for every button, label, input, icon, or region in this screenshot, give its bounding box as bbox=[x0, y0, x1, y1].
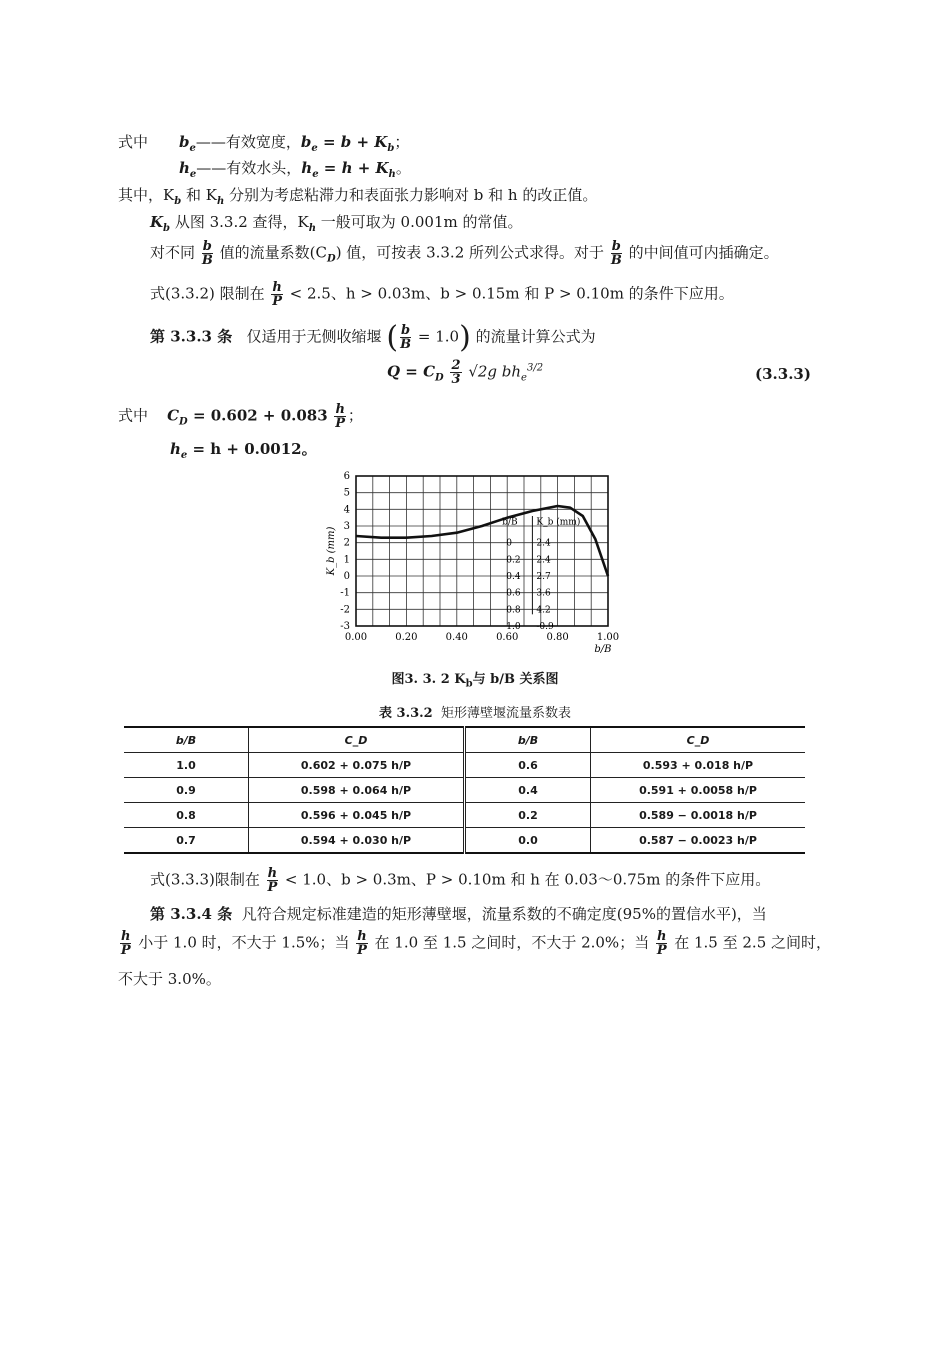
table-cell: 0.596 + 0.045 h/P bbox=[249, 803, 465, 828]
inset-cell-right: 2.7 bbox=[536, 572, 551, 582]
table-row bbox=[124, 803, 805, 828]
formula-number: (3.3.3) bbox=[755, 365, 811, 383]
paragraph-5: 式(3.3.3)限制在 $\frac{h}{P}$ < 1.0、b > 0.3m、P > 0.10m 和 h 在 0.03～0.75m 的条件下应用。 bbox=[150, 866, 771, 895]
clause-3-3-4-line3: 不大于 3.0%。 bbox=[118, 970, 221, 988]
table-cell: 0.593 + 0.018 h/P bbox=[591, 753, 806, 778]
y-tick-label: 3 bbox=[343, 521, 350, 532]
table-cell: 0.589 − 0.0018 h/P bbox=[591, 803, 806, 828]
inset-header-right: K_b (mm) bbox=[536, 517, 581, 528]
inset-cell-right: -0.9 bbox=[536, 622, 554, 632]
table-title: 表 3.3.2 矩形薄壁堰流量系数表 bbox=[379, 706, 571, 721]
x-tick-label: 1.00 bbox=[596, 632, 620, 643]
inset-cell-left: 0.2 bbox=[506, 555, 521, 566]
y-tick-label: 5 bbox=[343, 487, 350, 499]
table-cell: 0.7 bbox=[124, 828, 249, 854]
coefficient-table bbox=[124, 726, 805, 854]
table-row bbox=[124, 778, 805, 803]
x-tick-label: 0.00 bbox=[344, 632, 368, 643]
inset-cell-right: 3.6 bbox=[536, 588, 551, 599]
inset-cell-left: 0 bbox=[506, 538, 512, 549]
where2-line1: 式中 $C_D = 0.602 + 0.083$ $\frac{h}{P}$ ； bbox=[118, 402, 363, 431]
y-tick-label: -1 bbox=[340, 587, 350, 599]
paragraph-2: $K_b$ 从图 3.3.2 查得，$K_h$ 一般可取为 0.001m 的常值。 bbox=[150, 213, 523, 234]
y-tick-label: 0 bbox=[343, 571, 350, 582]
clause-3-3-3: 第 3.3.3 条 仅适用于无侧收缩堰 ( $\frac{b}{B}$ = 1.0) 的流量计算公式为 bbox=[150, 320, 596, 355]
formula-3-3-3: $Q = C_D$ $\frac{2}{3}$ √2g $bh_e^{3/2}$ bbox=[387, 358, 544, 387]
where-label: 式中 bbox=[118, 133, 149, 151]
y-tick-label: -3 bbox=[340, 621, 350, 632]
he-definition: $h_e——$有效水头，$h_e = h + K_h$。 bbox=[179, 159, 411, 180]
x-tick-label: 0.80 bbox=[546, 632, 569, 643]
y-tick-label: 2 bbox=[343, 537, 350, 549]
plot-frame bbox=[356, 476, 608, 626]
clause-3-3-4-line2: $\frac{h}{P}$ 小于 1.0 时，不大于 1.5%；当 $\frac{h}{P}$ 在 1.0 至 1.5 之间时，不大于 2.0%；当 $\frac{h}{P}$ 在 1.5 至 2.5 之间时， bbox=[120, 929, 832, 958]
table-cell: 0.2 bbox=[465, 803, 591, 828]
y-tick-label: 1 bbox=[343, 554, 350, 566]
table-cell: 0.594 + 0.030 h/P bbox=[249, 828, 465, 854]
x-tick-label: 0.20 bbox=[395, 632, 418, 643]
table-cell: 0.587 − 0.0023 h/P bbox=[591, 828, 806, 854]
paragraph-3: 对不同 $\frac{b}{B}$ 值的流量系数$(C_D)$ 值，可按表 3.3.2 所列公式求得。对于 $\frac{b}{B}$ 的中间值可内插确定。 bbox=[150, 239, 779, 268]
x-tick-label: 0.40 bbox=[445, 632, 468, 643]
inset-cell-right: 2.4 bbox=[536, 538, 551, 549]
inset-cell-left: 0.4 bbox=[506, 572, 521, 582]
inset-cell-left: 0.8 bbox=[506, 605, 521, 616]
table-header-row bbox=[124, 727, 805, 753]
table-cell: 0.6 bbox=[465, 753, 591, 778]
table-row bbox=[124, 828, 805, 854]
x-axis-label: b/B bbox=[594, 644, 612, 655]
inset-cell-left: 0.6 bbox=[506, 588, 521, 599]
paragraph-1: 其中，$K_b$ 和 $K_h$ 分别为考虑粘滞力和表面张力影响对 b 和 h 的改正值。 bbox=[118, 186, 598, 207]
inset-cell-left: 1.0 bbox=[506, 622, 521, 632]
table-cell: 0.0 bbox=[465, 828, 591, 854]
table-header-cell: b/B bbox=[465, 727, 591, 753]
y-tick-label: 6 bbox=[343, 471, 350, 482]
inset-header-left: b/B bbox=[502, 517, 518, 528]
where2-line2: $h_e = h + 0.0012$。 bbox=[170, 440, 317, 461]
figure-caption: 图3. 3. 2 $K_b$与 b/B 关系图 bbox=[391, 672, 559, 690]
table-header-cell: C_D bbox=[249, 727, 465, 753]
be-definition: $b_e——$有效宽度，$b_e = b + K_b$； bbox=[179, 133, 410, 154]
table-cell: 0.591 + 0.0058 h/P bbox=[591, 778, 806, 803]
table-cell: 0.4 bbox=[465, 778, 591, 803]
paragraph-4: 式(3.3.2) 限制在 $\frac{h}{P}$ < 2.5、h > 0.03m、b > 0.15m 和 P > 0.10m 的条件下应用。 bbox=[150, 280, 734, 309]
table-cell: 1.0 bbox=[124, 753, 249, 778]
table-cell: 0.9 bbox=[124, 778, 249, 803]
x-tick-label: 0.60 bbox=[496, 632, 519, 643]
y-tick-label: 4 bbox=[343, 504, 350, 516]
table-row bbox=[124, 753, 805, 778]
table-header-cell: b/B bbox=[124, 727, 249, 753]
table-header-cell: C_D bbox=[591, 727, 806, 753]
inset-cell-right: 4.2 bbox=[536, 605, 551, 616]
kb-chart bbox=[320, 466, 630, 662]
table-cell: 0.602 + 0.075 h/P bbox=[249, 753, 465, 778]
table-cell: 0.598 + 0.064 h/P bbox=[249, 778, 465, 803]
y-tick-label: -2 bbox=[340, 604, 350, 616]
clause-3-3-4-line1: 第 3.3.4 条 凡符合规定标准建造的矩形薄壁堰，流量系数的不确定度(95%的置信水平)，当 bbox=[150, 905, 767, 923]
inset-cell-right: 2.4 bbox=[536, 555, 551, 566]
y-axis-label: K_b (mm) bbox=[326, 526, 337, 576]
table-cell: 0.8 bbox=[124, 803, 249, 828]
